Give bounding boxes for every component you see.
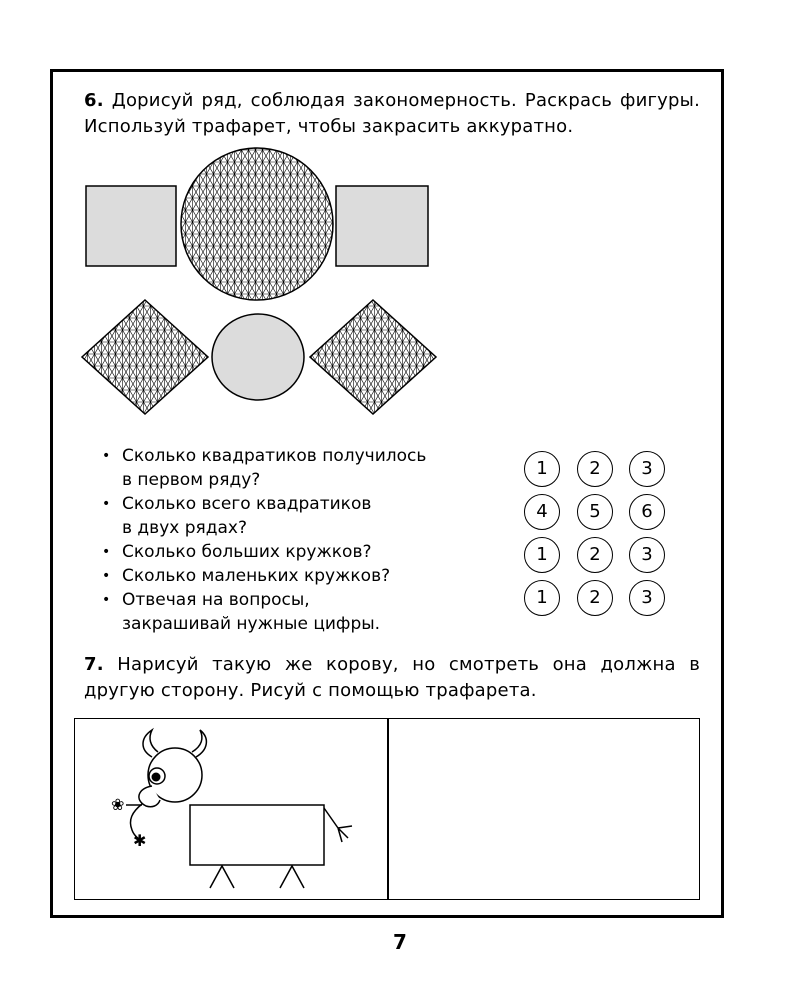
question-line: в первом ряду? [122,470,261,490]
task7-text: Нарисуй такую же корову, но смотреть она должна в другую сторону. Рисуй с помощью трафарета. [84,654,701,701]
number-circle[interactable]: 3 [629,580,665,616]
answer-row [524,580,674,620]
flower-icon: ✱ [133,831,147,850]
task6-text: Дорисуй ряд, соблюдая закономерность. Раскрась фигуры. Используй трафарет, чтобы закрасить аккуратно. [84,90,700,137]
answer-row [524,537,674,577]
question-line: • Сколько квадратиков получилось [122,446,427,466]
task7-instruction [84,652,700,704]
question-line: закрашивай нужные цифры. [122,614,381,634]
question-item [100,564,500,588]
question-item [100,540,500,564]
row1-big-circle[interactable] [181,148,333,300]
number-circle[interactable]: 4 [524,494,560,530]
question-line: • Сколько маленьких кружков? [122,566,391,586]
question-line: • Отвечая на вопросы, [122,590,310,610]
question-item [100,444,500,492]
number-circle[interactable]: 3 [629,537,665,573]
empty-drawing-cell[interactable] [388,720,698,898]
page-number: 7 [393,930,407,954]
answer-row [524,494,674,534]
row1-square-right[interactable] [336,186,428,266]
number-circle[interactable]: 6 [629,494,665,530]
row2-diamond-right[interactable] [310,300,436,414]
question-line: • Сколько больших кружков? [122,542,372,562]
row2-diamond-left[interactable] [82,300,208,414]
question-item [100,492,500,540]
number-circle[interactable]: 1 [524,580,560,616]
answer-row [524,451,674,491]
row2-small-circle[interactable] [212,314,304,400]
task6-number: 6. [84,90,104,111]
number-circle[interactable]: 3 [629,451,665,487]
number-circle[interactable]: 2 [577,580,613,616]
question-line: • Сколько всего квадратиков [122,494,372,514]
task7-number: 7. [84,654,104,675]
flower-icon: ❀ [111,795,125,814]
number-circle[interactable]: 1 [524,451,560,487]
task6-questions [100,444,500,636]
number-circle[interactable]: 5 [577,494,613,530]
question-item [100,588,500,636]
row1-square-left[interactable] [86,186,176,266]
question-line: в двух рядах? [122,518,247,538]
number-circle[interactable]: 2 [577,451,613,487]
number-circle[interactable]: 2 [577,537,613,573]
number-circle[interactable]: 1 [524,537,560,573]
